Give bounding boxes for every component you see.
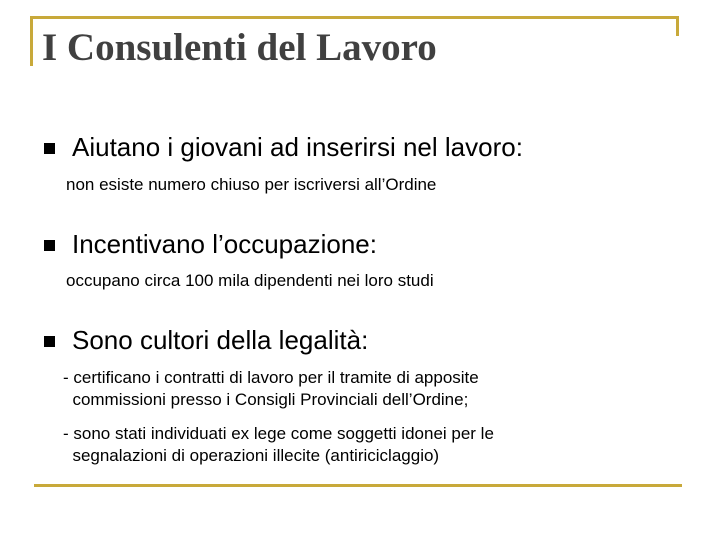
bullet-detail-3-line-4: segnalazioni di operazioni illecite (antiriciclaggio)	[63, 446, 440, 465]
bullet-detail-1-line-1: non esiste numero chiuso per iscriversi all’Ordine	[66, 175, 437, 194]
bullet-square-icon	[44, 336, 55, 347]
bullet-heading-3: Sono cultori della legalità:	[72, 325, 369, 355]
bullet-square-icon	[44, 143, 55, 154]
bullet-detail-3-line-3: - sono stati individuati ex lege come soggetti idonei per le	[63, 424, 494, 443]
top-rule	[30, 16, 678, 19]
bullet-detail-2-line-1: occupano circa 100 mila dipendenti nei loro studi	[66, 271, 434, 290]
right-rule	[676, 16, 679, 36]
bullet-heading-2: Incentivano l’occupazione:	[72, 229, 377, 259]
bullet-detail-3-line-2: commissioni presso i Consigli Provinciali dell’Ordine;	[63, 390, 469, 409]
bullet-detail-3-line-1: - certificano i contratti di lavoro per il tramite di apposite	[63, 368, 479, 387]
bottom-rule	[34, 484, 682, 487]
left-rule	[30, 16, 33, 66]
bullet-heading-1: Aiutano i giovani ad inserirsi nel lavoro:	[72, 132, 523, 162]
slide-title: I Consulenti del Lavoro	[42, 26, 437, 69]
bullet-square-icon	[44, 240, 55, 251]
